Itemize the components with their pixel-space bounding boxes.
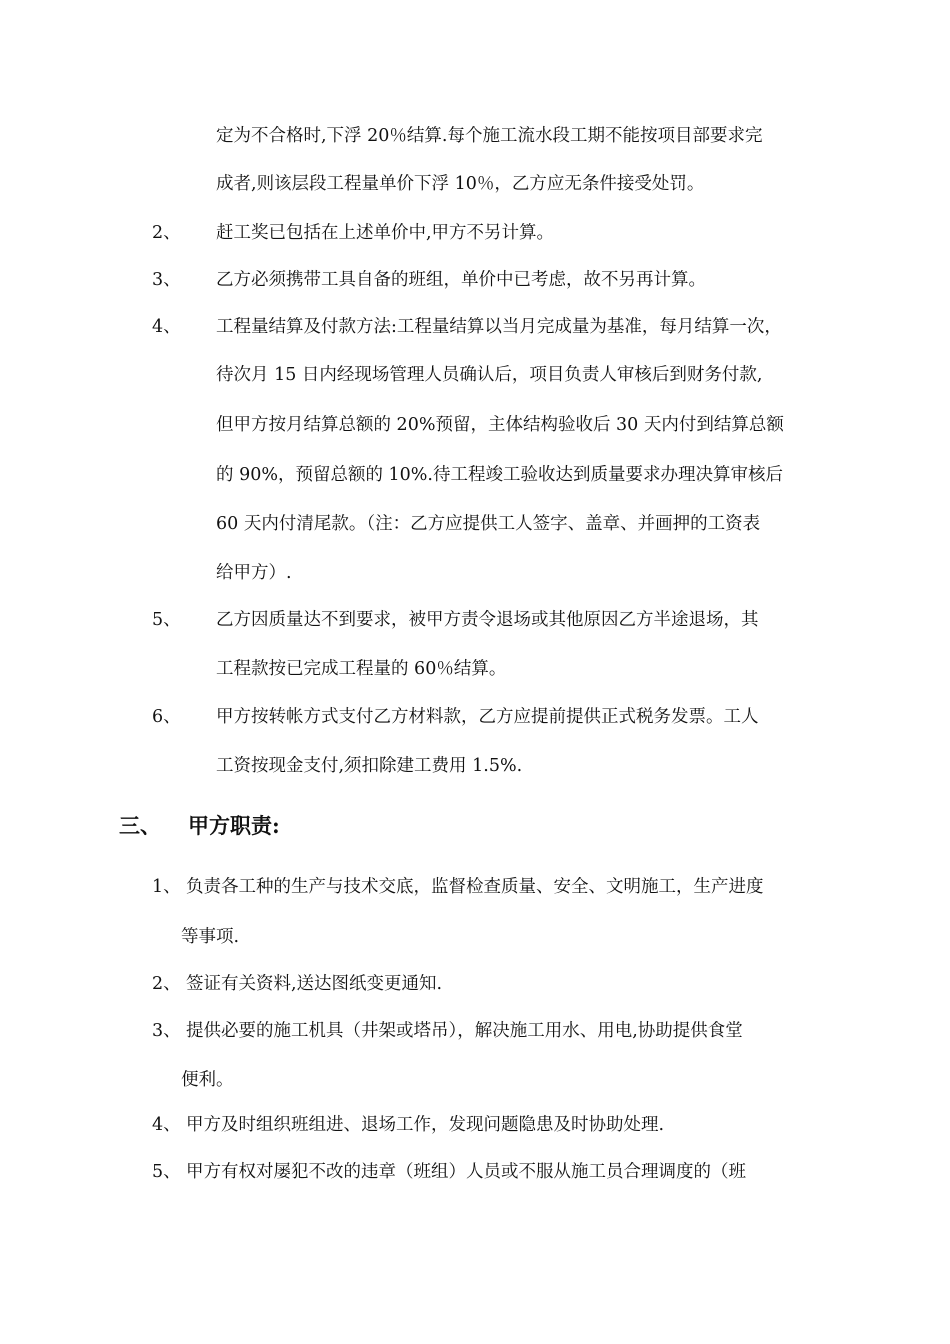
list-item-number: 5、 xyxy=(152,610,181,630)
list-item-number: 1、 xyxy=(152,877,181,897)
list-item-text: 乙方必须携带工具自备的班组，单价中已考虑，故不另再计算。 xyxy=(216,270,706,290)
list-item-number: 4、 xyxy=(152,1115,181,1135)
list-item-text: 的 90%，预留总额的 10%.待工程竣工验收达到质量要求办理决算审核后 xyxy=(216,465,783,485)
list-item-text: 甲方有权对屡犯不改的违章（班组）人员或不服从施工员合理调度的（班 xyxy=(186,1162,746,1182)
list-item-text: 乙方因质量达不到要求，被甲方责令退场或其他原因乙方半途退场，其 xyxy=(216,610,759,630)
list-item-text: 待次月 15 日内经现场管理人员确认后，项目负责人审核后到财务付款, xyxy=(216,365,763,385)
list-item-text: 等事项. xyxy=(181,927,240,947)
section-heading-number: 三、 xyxy=(119,813,161,838)
list-item-number: 3、 xyxy=(152,270,181,290)
list-item-text: 便利。 xyxy=(181,1070,234,1090)
list-item-text: 但甲方按月结算总额的 20%预留，主体结构验收后 30 天内付到结算总额 xyxy=(216,415,784,435)
list-item-text: 60 天内付清尾款。（注：乙方应提供工人签字、盖章、并画押的工资表 xyxy=(216,514,761,534)
paragraph-line: 定为不合格时,下浮 20％结算.每个施工流水段工期不能按项目部要求完 xyxy=(216,126,763,146)
list-item-text: 提供必要的施工机具（井架或塔吊），解决施工用水、用电,协助提供食堂 xyxy=(186,1021,743,1041)
list-item-text: 负责各工种的生产与技术交底，监督检查质量、安全、文明施工，生产进度 xyxy=(186,877,764,897)
list-item-text: 甲方按转帐方式支付乙方材料款，乙方应提前提供正式税务发票。工人 xyxy=(216,707,759,727)
list-item-number: 3、 xyxy=(152,1021,181,1041)
section-heading-title: 甲方职责: xyxy=(188,813,280,838)
list-item-text: 赶工奖已包括在上述单价中,甲方不另计算。 xyxy=(216,223,555,243)
list-item-text: 工资按现金支付,须扣除建工费用 1.5%. xyxy=(216,756,523,776)
list-item-number: 2、 xyxy=(152,223,181,243)
list-item-number: 6、 xyxy=(152,707,181,727)
list-item-number: 5、 xyxy=(152,1162,181,1182)
list-item-number: 4、 xyxy=(152,317,181,337)
list-item-text: 工程量结算及付款方法:工程量结算以当月完成量为基准，每月结算一次， xyxy=(216,317,782,337)
list-item-number: 2、 xyxy=(152,974,181,994)
paragraph-line: 成者,则该层段工程量单价下浮 10％，乙方应无条件接受处罚。 xyxy=(216,174,705,194)
list-item-text: 甲方及时组织班组进、退场工作，发现问题隐患及时协助处理. xyxy=(186,1115,665,1135)
list-item-text: 给甲方）. xyxy=(216,563,292,583)
list-item-text: 工程款按已完成工程量的 60％结算。 xyxy=(216,659,507,679)
list-item-text: 签证有关资料,送达图纸变更通知. xyxy=(186,974,443,994)
